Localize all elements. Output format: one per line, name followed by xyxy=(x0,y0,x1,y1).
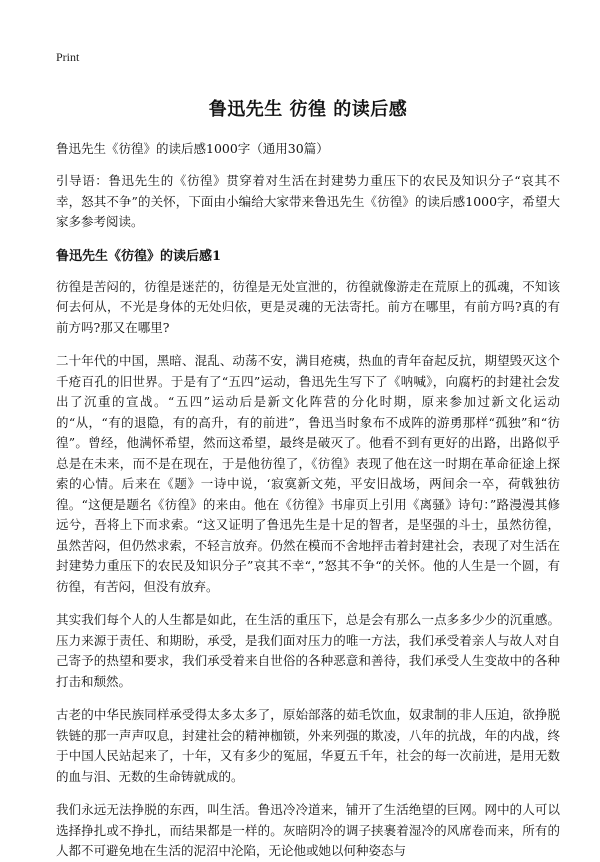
page-title: 鲁迅先生 彷徨 的读后感 xyxy=(208,99,408,120)
section-heading: 鲁迅先生《彷徨》的读后感1 xyxy=(56,248,222,264)
body-paragraph: 二十年代的中国，黑暗、混乱、动荡不安，满目疮痍，热血的青年奋起反抗，期望毁灭这个千疮百孔的旧世界。于是有了“五四”运动，鲁迅先生写下了《呐喊》，向腐朽的封建社会发出了沉重的宣战。“五四”运动后是新文化阵营的分化时期，原来参加过新文化运动的“从，“有的退隐，有的高升，有的前进”，鲁迅当时象布不成阵的游勇那样“孤独”和“彷徨”。曾经，他满怀希望，然而这希望，最终是破灭了。他看不到有更好的出路，出路似乎总是在未来，而不是在现在，于是他彷徨了，《彷徨》表现了他在这一时期在革命征途上探索的心情。后来在《题》一诗中说，‘寂寞新文苑，平安旧战场，两间余一卒，荷戟独彷徨。“这便是题名《彷徨》的来由。他在《彷徨》书扉页上引用《离骚》诗句：”路漫漫其修远兮，吾将上下而求索。“这又证明了鲁迅先生是十足的智者，是坚强的斗士，虽然彷徨，虽然苦闷，但仍然求索，不轻言放弃。仍然在模而不舍地抨击着封建社会，表现了对生活在封建势力重压下的农民及知识分子”哀其不幸“，”怒其不争“的关怀。他的人生是一个圆，有彷徨，有苦闷，但没有放弃。 xyxy=(56,353,560,594)
body-paragraph: 其实我们每个人的人生都是如此，在生活的重压下，总是会有那么一点多多少少的沉重感。压力来源于责任、和期盼，承受，是我们面对压力的唯一方法，我们承受着亲人与故人对自己寄予的热望和要求，我们承受着来自世俗的各种恶意和善待，我们承受人生变故中的各种打击和颓然。 xyxy=(56,612,560,689)
body-paragraph: 彷徨是苦闷的，彷徨是迷茫的，彷徨是无处宣泄的，彷徨就像游走在荒原上的孤魂，不知该何去何从，不光是身体的无处归依，更是灵魂的无法寄托。前方在哪里，有前方吗?真的有前方吗?那又在哪里? xyxy=(56,278,560,335)
document-subtitle: 鲁迅先生《彷徨》的读后感1000字（通用30篇） xyxy=(56,141,329,156)
body-paragraph: 古老的中华民族同样承受得太多太多了，原始部落的茹毛饮血，奴隶制的非人压迫，欲挣脱铁链的那一声声叹息，封建社会的精神枷锁，外来列强的欺凌，八年的抗战，年的内战，终于中国人民站起来了，十年，又有多少的冤屈，华夏五千年，社会的每一次前进，是用无数的血与泪、无数的生命铸就成的。 xyxy=(56,707,560,784)
body-paragraph: 我们永远无法挣脱的东西，叫生活。鲁迅冷冷道来，铺开了生活绝望的巨网。网中的人可以选择挣扎或不挣扎，而结果都是一样的。灰暗阴冷的调子挟裹着湿冷的风席卷而来，所有的人都不可避免地在生活的泥沼中沦陷，无论他或她以何种姿态与 xyxy=(56,802,560,858)
intro-paragraph: 引导语：鲁迅先生的《彷徨》贯穿着对生活在封建势力重压下的农民及知识分子“哀其不幸，怒其不争”的关怀，下面由小编给大家带来鲁迅先生《彷徨》的读后感1000字，希望大家多参考阅读。 xyxy=(56,173,560,229)
print-link[interactable]: Print xyxy=(56,50,80,64)
